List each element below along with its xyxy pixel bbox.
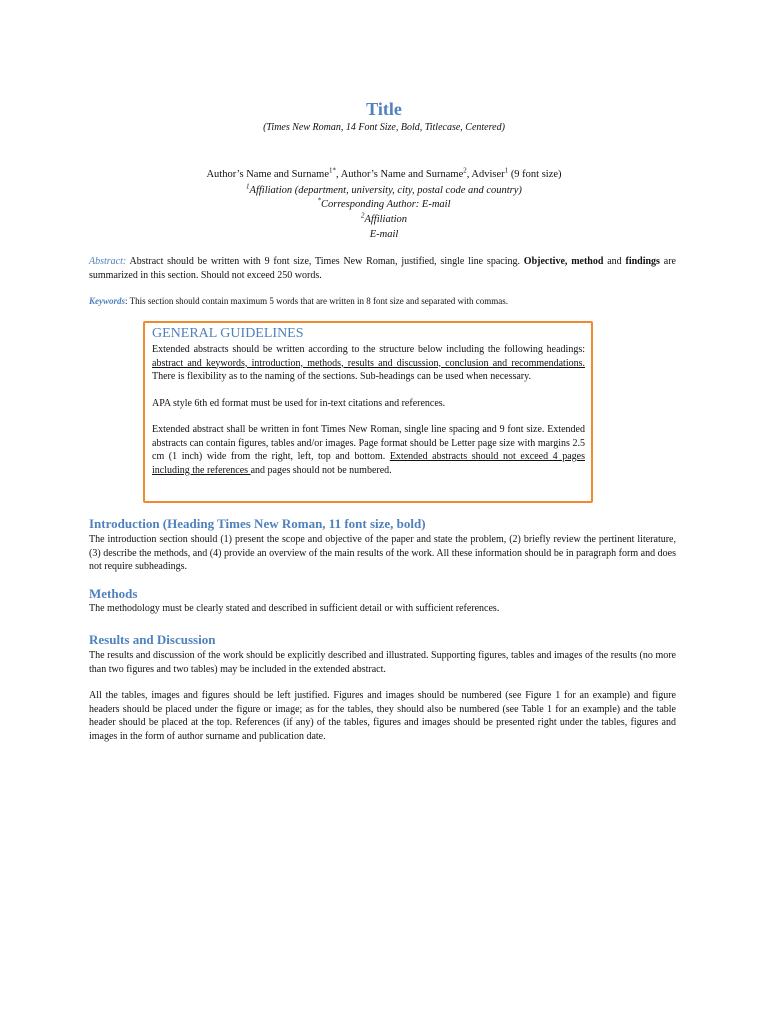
abstract-text-end: are summarized in this section. Should not exceed 250 words. [89,256,676,281]
author-separator: , [336,169,341,180]
author-size-note: (9 font size) [508,169,562,180]
keywords-paragraph [89,295,676,309]
affiliation-2-sup: 2 [360,211,365,220]
guidelines-paragraph-2: APA style 6th ed format must be used for in-text citations and references. [152,397,446,409]
guidelines-p1-text: Extended abstracts should be written according to the structure below including the following headings: [152,344,585,355]
corresponding-sup: * [317,196,321,205]
abstract-text-and: and [603,256,626,267]
affiliation-1 [0,184,768,198]
guidelines-p1-underlined: abstract and keywords, introduction, methods, results and discussion, conclusion and recommendations. [152,357,585,369]
results-paragraph-1: The results and discussion of the work should be explicitly described and illustrated. Supporting figures, tables and images of the results (no more than two figures and two tables) may be included in the extended abstract. [89,650,676,675]
introduction-paragraph: The introduction section should (1) present the scope and objective of the paper and state the problem, (2) briefly review the pertinent literature, (3) describe the methods, and (4) provide an overview of the main results of the work. All these information should be in paragraph form and does not require subheadings. [89,534,676,572]
guidelines-p3-text: Extended abstract shall be written in font Times New Roman, single line spacing and 9 font size. Extended abstracts can contain figures, tables and/or images. Page format should be Letter page size with margins 2.5 cm (1 inch) wide from the right, left, top and bottom. [152,424,585,462]
abstract-bold-findings: findings [625,256,660,267]
affiliation-2-label: Affiliation [364,214,408,225]
affiliation-2-email: E-mail [369,229,399,240]
author2-name: Name and Surname [377,169,464,180]
author1-sup: 1* [329,166,337,175]
results-paragraph-2: All the tables, images and figures should be left justified. Figures and images should be numbered (see Figure 1 for an example) and figure headers should be placed under the figure or image; as for the tables, they should also be numbered (see Table 1 for an example) and the table header should be placed at the top. References (if any) of the tables, figures and images should be presented right under the tables, figures and images in the form of author surname and publication date. [89,690,676,742]
keywords-label: Keywords [89,296,125,306]
author-line [0,168,768,182]
affiliation-1-sup: 1 [246,182,250,191]
adviser-sup: 1 [504,166,509,175]
abstract-label: Abstract: [89,256,127,267]
abstract-paragraph [89,255,676,282]
methods-paragraph: The methodology must be clearly stated and described in sufficient detail or with sufficient references. [89,603,500,614]
affiliation-1-detail: (department, university, city, postal code and country) [292,185,522,196]
title-format-note: (Times New Roman, 14 Font Size, Bold, Titlecase, Centered) [263,122,505,133]
guidelines-paragraph-1 [152,343,585,384]
methods-heading: Methods [89,586,138,601]
author2-prefix: Author’s [340,169,378,180]
introduction-heading: Introduction (Heading Times New Roman, 11 font size, bold) [89,516,426,531]
corresponding-author [0,198,768,212]
general-guidelines-box [143,321,593,503]
abstract-bold-objective: Objective, method [523,256,604,267]
keywords-text: : This section should contain maximum 5 words that are written in 8 font size and separated with commas. [125,296,509,306]
guidelines-p1-rest: There is flexibility as to the naming of the sections. Sub-headings can be used when necessary. [152,371,531,382]
abstract-text: Abstract should be written with 9 font size, Times New Roman, justified, single line spacing. [126,256,524,267]
affiliation-2 [0,213,768,227]
guidelines-paragraph-3 [152,423,585,477]
guidelines-title: GENERAL GUIDELINES [152,326,304,341]
adviser-label: , Adviser [466,169,505,180]
author2-sup: 2 [463,166,467,175]
guidelines-p3-underlined: Extended abstracts should not exceed 4 pages including the references [152,451,585,476]
author1-name: Author’s Name and Surname [206,169,330,180]
corresponding-text: Corresponding Author: E-mail [320,199,451,210]
affiliation-1-label: Affiliation [249,185,293,196]
page-title: Title [366,99,402,119]
results-heading: Results and Discussion [89,632,216,647]
guidelines-p3-rest: and pages should not be numbered. [250,464,392,476]
